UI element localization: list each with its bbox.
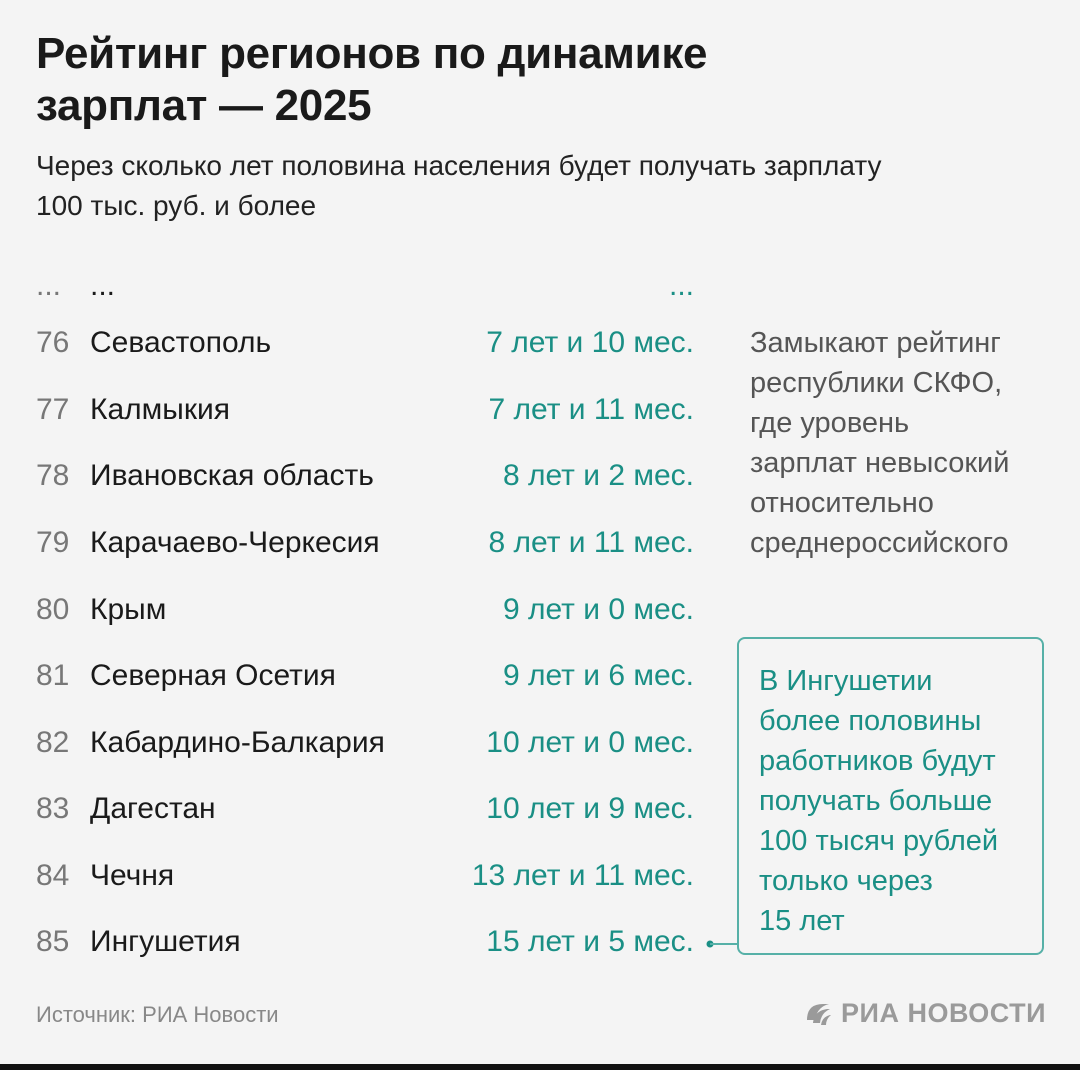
region-name: Северная Осетия xyxy=(90,659,336,692)
rank-number: 79 xyxy=(36,526,70,559)
region-name: Дагестан xyxy=(90,792,216,825)
title-line-2: зарплат — 2025 xyxy=(36,81,372,130)
table-row xyxy=(0,922,720,962)
page-title xyxy=(36,28,936,132)
term-value: 7 лет и 10 мес. xyxy=(486,326,694,359)
bottom-divider xyxy=(0,1064,1080,1070)
ria-novosti-logo xyxy=(803,996,1046,1030)
term-value: 10 лет и 9 мес. xyxy=(486,792,694,825)
region-name: Крым xyxy=(90,593,167,626)
region-name: Карачаево-Черкесия xyxy=(90,526,380,559)
note-line: среднероссийского xyxy=(750,527,1009,559)
rank-number: 78 xyxy=(36,459,70,492)
page-subtitle xyxy=(36,146,1036,226)
table-row xyxy=(0,456,720,496)
term-value: 13 лет и 11 мес. xyxy=(471,859,694,892)
term-value: 7 лет и 11 мес. xyxy=(488,393,694,426)
logo-text: РИА НОВОСТИ xyxy=(841,997,1046,1028)
rank-number: 85 xyxy=(36,925,70,958)
note-line: Замыкают рейтинг xyxy=(750,327,1001,359)
rank-number: 77 xyxy=(36,393,70,426)
region-name: Ивановская область xyxy=(90,459,374,492)
ellipsis-row xyxy=(0,266,720,306)
table-row xyxy=(0,523,720,563)
rank-number: 84 xyxy=(36,859,70,892)
term-value: 9 лет и 6 мес. xyxy=(502,659,694,692)
subtitle-line-2: 100 тыс. руб. и более xyxy=(36,190,317,221)
callout-line: более половины xyxy=(759,705,982,737)
rank-number: 83 xyxy=(36,792,70,825)
callout-line: 15 лет xyxy=(759,905,845,937)
callout-line: только через xyxy=(759,865,933,897)
table-row xyxy=(0,590,720,630)
term-value: 8 лет и 2 мес. xyxy=(502,459,694,492)
callout-line: В Ингушетии xyxy=(759,665,933,697)
subtitle-line-1: Через сколько лет половина населения будет получать зарплату xyxy=(36,150,882,181)
callout-connector xyxy=(700,930,740,960)
region-name: Чечня xyxy=(90,859,175,892)
rank-number: 80 xyxy=(36,593,70,626)
source-caption: Источник: РИА Новости xyxy=(36,1002,279,1027)
term-value: 15 лет и 5 мес. xyxy=(486,925,694,958)
term-value: 10 лет и 0 мес. xyxy=(486,726,694,759)
table-row xyxy=(0,390,720,430)
rank-number: 82 xyxy=(36,726,70,759)
rank-number: 81 xyxy=(36,659,70,692)
note-line: где уровень xyxy=(750,407,910,439)
region-name: Кабардино-Балкария xyxy=(90,726,385,759)
region-name: Калмыкия xyxy=(90,393,230,426)
callout-box xyxy=(737,637,1044,955)
rank-ellipsis: ... xyxy=(36,269,62,302)
table-row xyxy=(0,723,720,763)
table-row xyxy=(0,789,720,829)
note-line: зарплат невысокий xyxy=(750,447,1010,479)
callout-line: работников будут xyxy=(759,745,996,777)
note-line: республики СКФО, xyxy=(750,367,1003,399)
note-line: относительно xyxy=(750,487,934,519)
region-name: Севастополь xyxy=(90,326,272,359)
callout-line: 100 тысяч рублей xyxy=(759,825,999,857)
side-note xyxy=(750,323,1070,563)
term-value: 8 лет и 11 мес. xyxy=(488,526,694,559)
callout-line: получать больше xyxy=(759,785,993,817)
term-ellipsis: ... xyxy=(668,269,694,302)
table-row xyxy=(0,856,720,896)
term-value: 9 лет и 0 мес. xyxy=(502,593,694,626)
title-line-1: Рейтинг регионов по динамике xyxy=(36,29,708,78)
table-row xyxy=(0,323,720,363)
rank-number: 76 xyxy=(36,326,70,359)
table-row xyxy=(0,656,720,696)
region-ellipsis: ... xyxy=(90,269,116,302)
region-name: Ингушетия xyxy=(90,925,241,958)
ria-novosti-logo-icon xyxy=(803,998,833,1028)
